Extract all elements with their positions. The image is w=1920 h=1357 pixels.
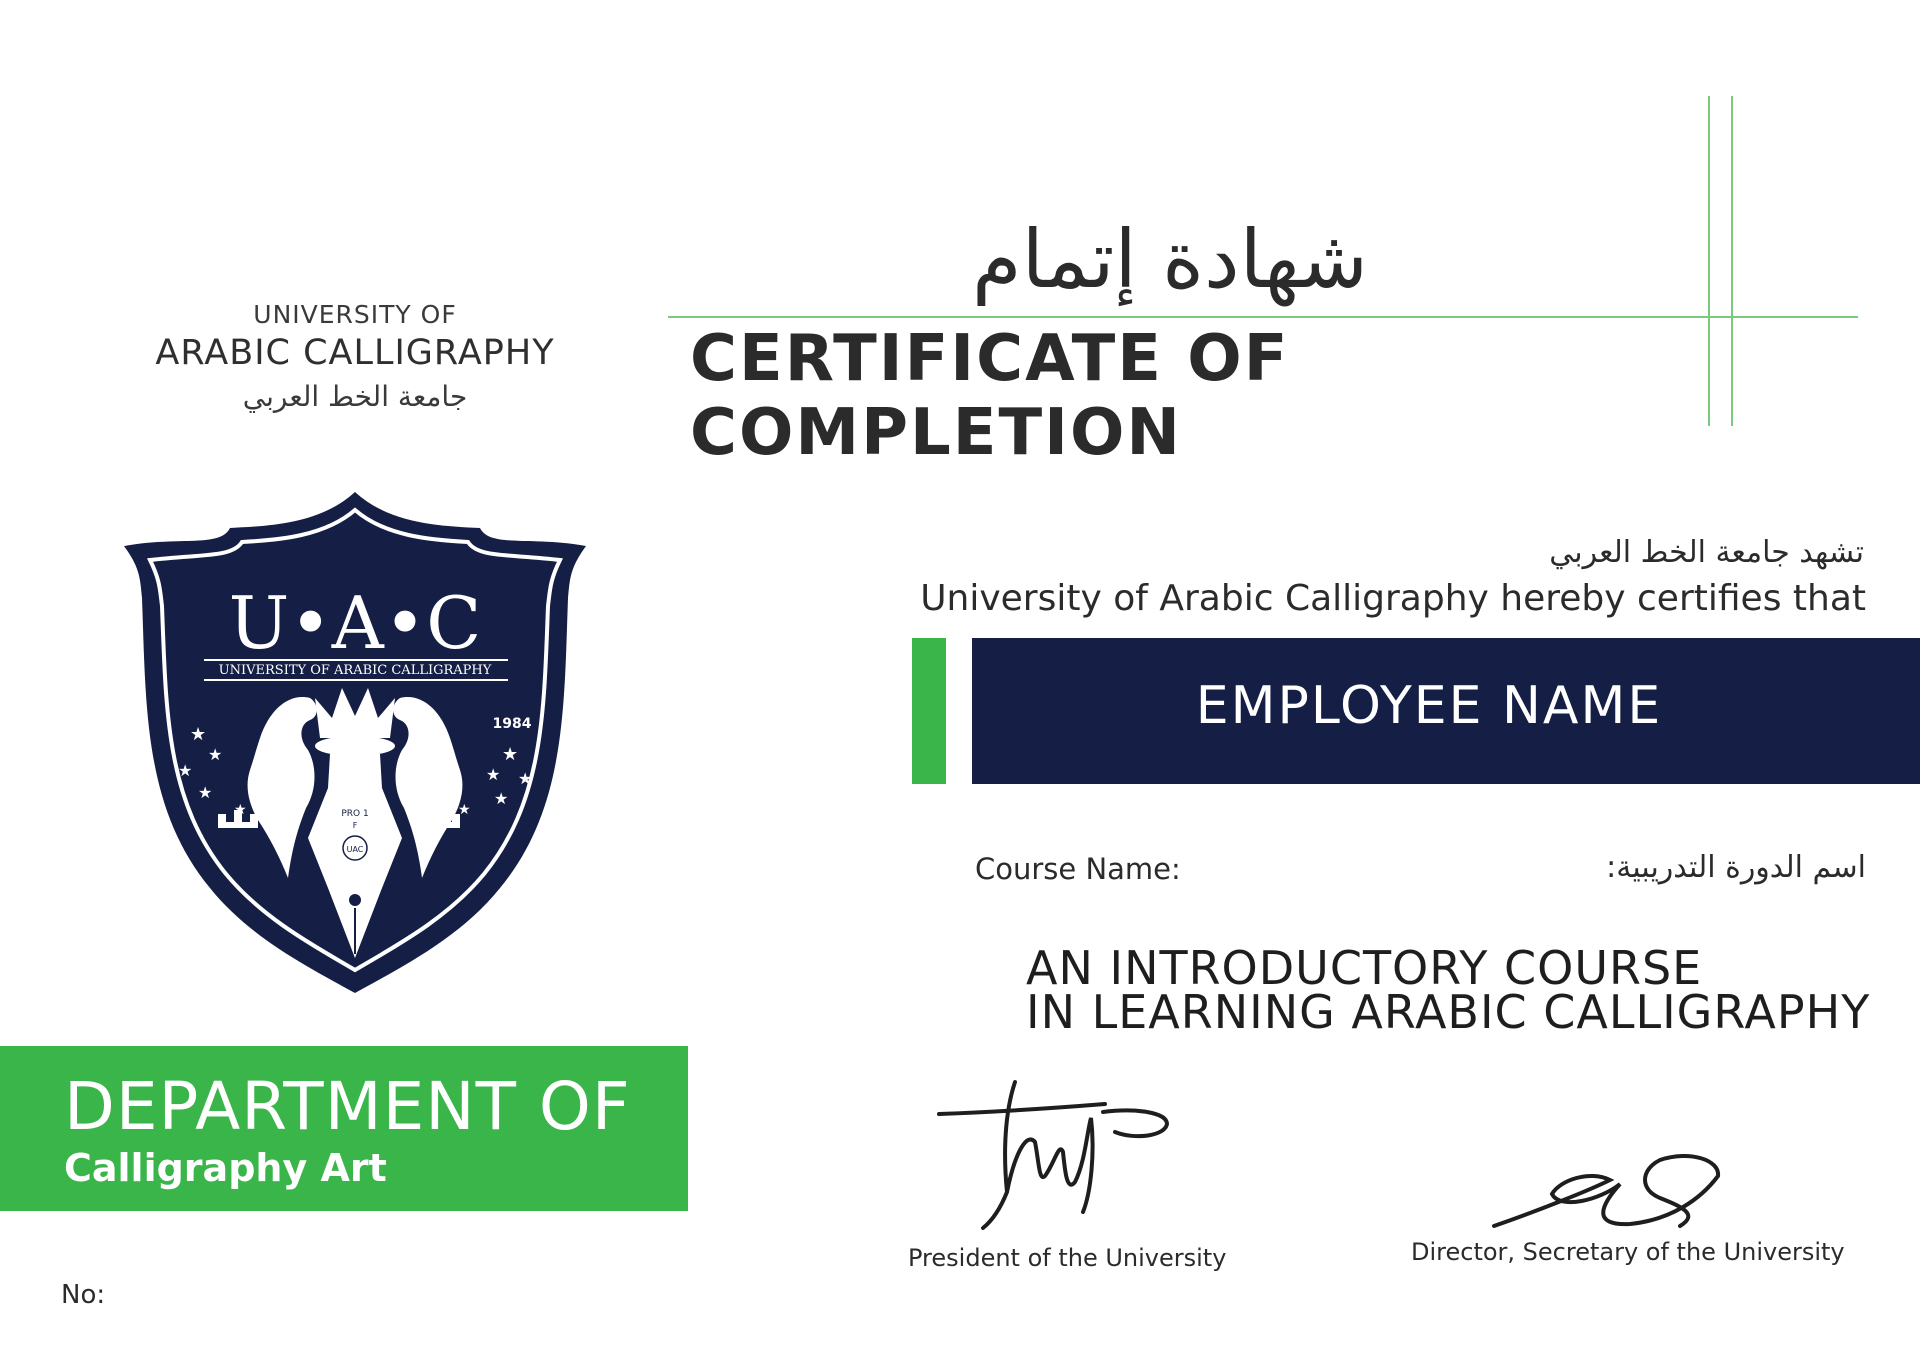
svg-text:★: ★ xyxy=(190,724,207,745)
nib-text-1: PRO 1 xyxy=(341,809,369,819)
svg-text:★: ★ xyxy=(518,769,533,788)
svg-text:★: ★ xyxy=(494,789,509,808)
svg-text:★: ★ xyxy=(178,761,193,780)
course-label-arabic: اسم الدورة التدريبية: xyxy=(1606,850,1866,885)
university-line-arabic: جامعة الخط العربي xyxy=(242,380,468,413)
university-line-1: UNIVERSITY OF xyxy=(253,300,457,329)
nib-text-2: F xyxy=(352,821,358,830)
university-line-2: ARABIC CALLIGRAPHY xyxy=(155,333,555,373)
department-line-2: Calligraphy Art xyxy=(64,1146,387,1190)
course-name[interactable] xyxy=(1026,941,1871,1039)
president-signature-icon xyxy=(935,1072,1175,1232)
certificate-number-label: No: xyxy=(61,1280,106,1310)
certify-arabic: تشهد جامعة الخط العربي xyxy=(1549,535,1864,570)
crest-year: 1984 xyxy=(492,716,532,732)
course-name-line-1: AN INTRODUCTORY COURSE xyxy=(1026,941,1703,995)
svg-text:★: ★ xyxy=(208,745,223,764)
svg-text:★: ★ xyxy=(198,783,213,802)
crest-banner-text: UNIVERSITY OF ARABIC CALLIGRAPHY xyxy=(218,663,492,678)
director-signature-icon xyxy=(1490,1140,1730,1240)
department-line-1: DEPARTMENT OF xyxy=(64,1068,631,1145)
title-english: CERTIFICATE OF COMPLETION xyxy=(690,322,1290,470)
horizontal-divider-line xyxy=(668,316,1858,318)
president-caption: President of the University xyxy=(908,1244,1227,1272)
svg-text:★: ★ xyxy=(502,744,519,765)
recipient-name[interactable]: EMPLOYEE NAME xyxy=(1195,676,1663,736)
crest-initials: U•A•C xyxy=(228,581,482,665)
svg-text:★: ★ xyxy=(458,802,471,818)
svg-text:★: ★ xyxy=(486,765,501,784)
vertical-divider-line-2 xyxy=(1731,96,1733,426)
course-label: Course Name: xyxy=(975,852,1181,886)
svg-text:★: ★ xyxy=(234,802,247,818)
uac-crest-icon xyxy=(120,488,590,998)
name-green-accent xyxy=(912,638,946,784)
vertical-divider-line-1 xyxy=(1708,96,1710,426)
certify-english: University of Arabic Calligraphy hereby certifies that xyxy=(920,578,1866,619)
title-arabic: شهادة إتمام xyxy=(972,213,1368,306)
course-name-line-2: IN LEARNING ARABIC CALLIGRAPHY xyxy=(1026,985,1871,1039)
director-caption: Director, Secretary of the University xyxy=(1411,1238,1845,1266)
nib-text-3: UAC xyxy=(346,845,364,854)
